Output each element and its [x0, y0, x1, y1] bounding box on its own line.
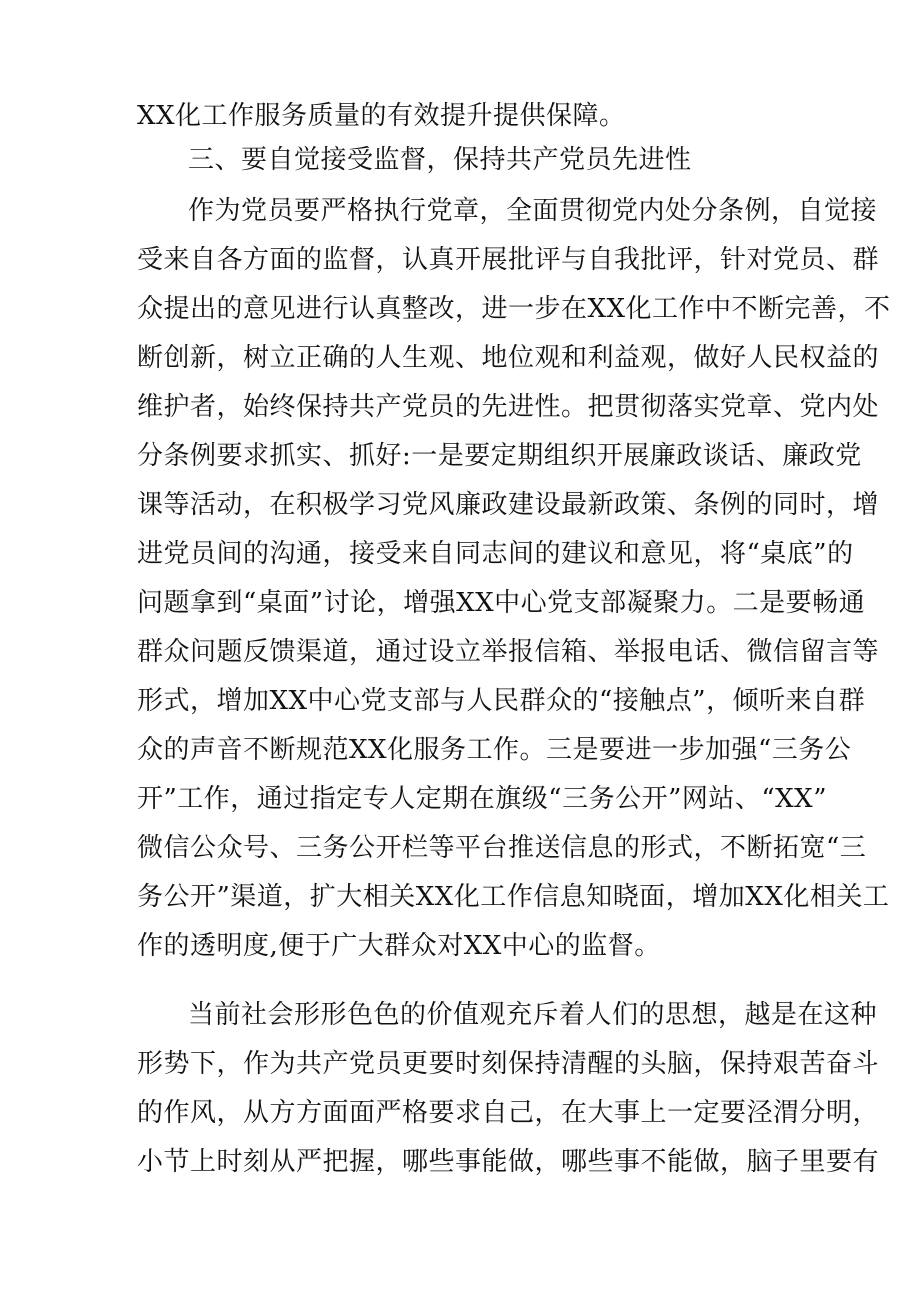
text-line: 形式，增加XX中心党支部与人民群众的“接触点”，倾听来自群: [137, 686, 866, 716]
text-line: XX化工作服务质量的有效提升提供保障。: [137, 101, 626, 131]
text-line: 当前社会形形色色的价值观充斥着人们的思想，越是在这种: [188, 1000, 878, 1030]
text-line: 课等活动，在积极学习党风廉政建设最新政策、条例的同时，增: [137, 490, 880, 520]
text-line: 众的声音不断规范XX化服务工作。三是要进一步加强“三务公: [137, 735, 852, 765]
text-line: 形势下，作为共产党员更要时刻保持清醒的头脑，保持艰苦奋斗: [137, 1049, 880, 1079]
text-line: 受来自各方面的监督，认真开展批评与自我批评，针对党员、群: [137, 245, 880, 275]
section-heading: 三、要自觉接受监督，保持共产党员先进性: [188, 145, 692, 175]
text-line: 进党员间的沟通，接受来自同志间的建议和意见，将“桌底”的: [137, 539, 854, 569]
text-line: 务公开”渠道，扩大相关XX化工作信息知晓面，增加XX化相关工: [137, 882, 890, 912]
text-line: 众提出的意见进行认真整改，进一步在XX化工作中不断完善，不: [137, 294, 891, 324]
text-line: 断创新，树立正确的人生观、地位观和利益观，做好人民权益的: [137, 343, 880, 373]
text-line: 问题拿到“桌面”讨论，增强XX中心党支部凝聚力。二是要畅通: [137, 588, 866, 618]
text-line: 作为党员要严格执行党章，全面贯彻党内处分条例，自觉接: [188, 196, 878, 226]
text-line: 开”工作，通过指定专人定期在旗级“三务公开”网站、“XX”: [137, 784, 827, 814]
text-line: 作的透明度,便于广大群众对XX中心的监督。: [137, 931, 661, 961]
text-line: 维护者，始终保持共产党员的先进性。把贯彻落实党章、党内处: [137, 392, 880, 422]
text-line: 群众问题反馈渠道，通过设立举报信箱、举报电话、微信留言等: [137, 637, 880, 667]
text-line: 分条例要求抓实、抓好:一是要定期组织开展廉政谈话、廉政党: [137, 441, 862, 471]
text-line: 微信公众号、三务公开栏等平台推送信息的形式，不断拓宽“三: [137, 833, 867, 863]
text-line: 小节上时刻从严把握，哪些事能做，哪些事不能做，脑子里要有: [137, 1147, 880, 1177]
text-line: 的作风，从方方面面严格要求自己，在大事上一定要泾渭分明，: [137, 1098, 880, 1128]
